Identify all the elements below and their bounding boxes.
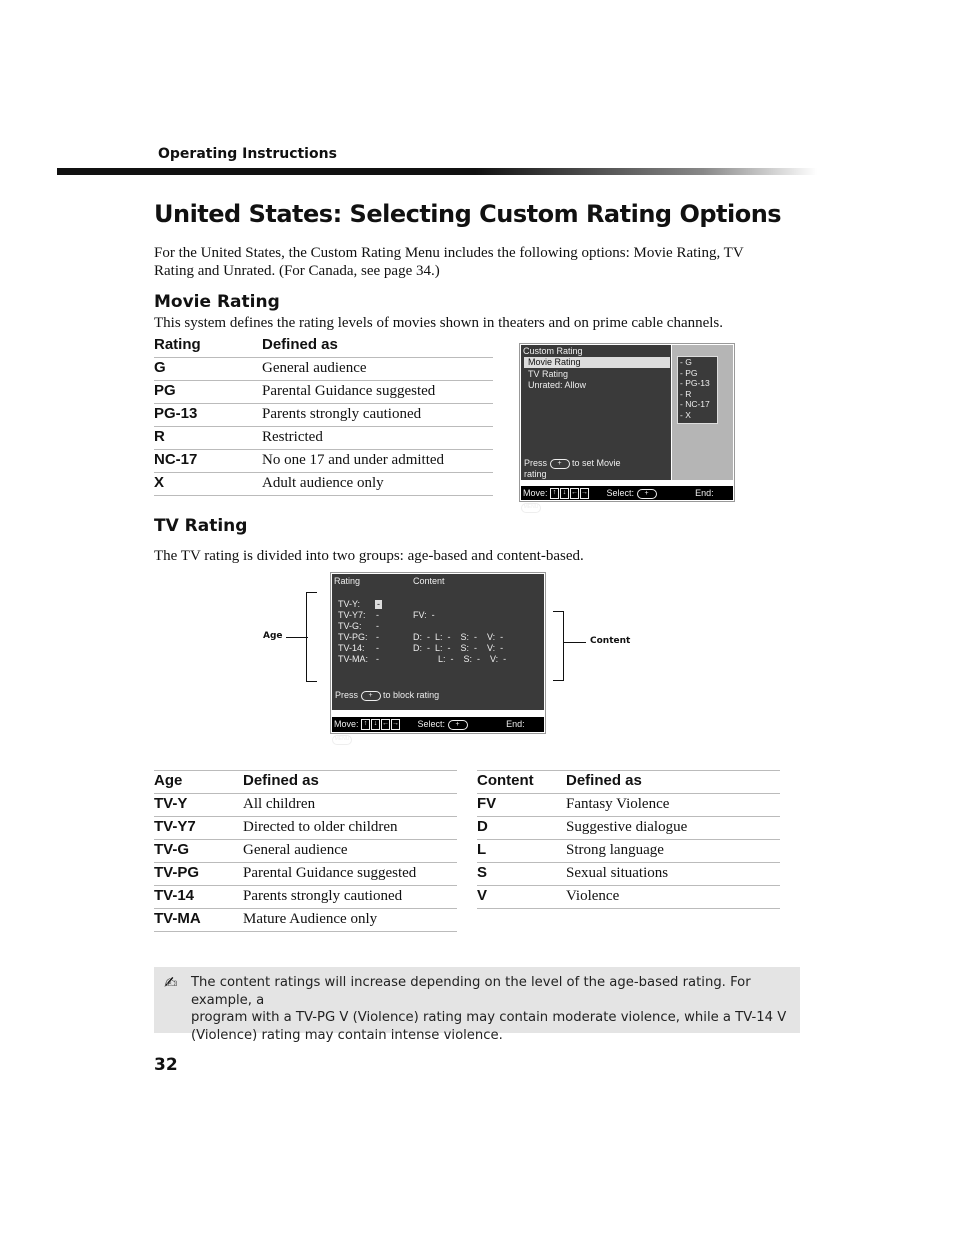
up-arrow-icon: ↑ <box>550 488 559 499</box>
menu-item-unrated[interactable]: Unrated: Allow <box>528 380 587 390</box>
age-code: TV-MA <box>154 909 243 932</box>
rating-code: TV-PG: <box>338 632 368 642</box>
custom-rating-screen <box>519 343 735 510</box>
joystick-button-icon: + <box>361 691 381 701</box>
hint-press: Press <box>524 458 548 468</box>
table-row <box>154 909 457 932</box>
content-rating-table <box>477 770 780 909</box>
down-arrow-icon: ↓ <box>560 488 569 499</box>
intro-line-1: For the United States, the Custom Rating Menu includes the following options: Movie Rating, TV <box>154 245 744 261</box>
menu-title: Custom Rating <box>523 346 583 356</box>
running-header: Operating Instructions <box>158 146 337 162</box>
table-row <box>477 886 780 909</box>
pencil-note-icon: ✍ <box>164 973 178 992</box>
age-callout-label: Age <box>263 631 283 641</box>
menu-item-tv-rating[interactable]: TV Rating <box>528 369 569 379</box>
up-arrow-icon: ↑ <box>361 719 370 730</box>
hint-action: to set Movie <box>572 458 621 468</box>
rating-value[interactable]: - <box>376 610 379 620</box>
option-item[interactable]: - G <box>680 357 692 367</box>
note-line: (Violence) rating may contain intense violence. <box>191 1027 503 1043</box>
column-header: Defined as <box>262 335 493 358</box>
column-header: Rating <box>154 335 262 358</box>
tv-rating-screen <box>330 572 546 742</box>
rating-code: TV-Y7: <box>338 610 366 620</box>
age-callout-line <box>286 637 308 638</box>
right-arrow-icon: → <box>580 488 589 499</box>
column-header: Content <box>477 771 566 794</box>
age-code: TV-Y7 <box>154 817 243 840</box>
column-header: Age <box>154 771 243 794</box>
table-header-row <box>154 771 457 794</box>
rating-definition: Adult audience only <box>262 473 493 496</box>
tv-screen-hint <box>335 690 439 701</box>
note-line: program with a TV-PG V (Violence) rating may contain moderate violence, while a TV-14 V <box>191 1010 787 1025</box>
column-header: Defined as <box>566 771 780 794</box>
option-side-panel <box>672 345 733 480</box>
option-item[interactable]: - PG <box>680 367 698 378</box>
tv-rating-row[interactable] <box>338 599 538 610</box>
option-item[interactable]: - X <box>680 409 691 420</box>
content-code: V <box>477 886 566 909</box>
age-definition: General audience <box>243 840 457 863</box>
menu-hint <box>524 458 621 479</box>
rating-definition: General audience <box>262 358 493 381</box>
page-number: 32 <box>154 1055 178 1075</box>
rating-code: G <box>154 358 262 381</box>
age-code: TV-14 <box>154 886 243 909</box>
menu-item-movie-rating[interactable] <box>524 357 670 368</box>
column-header: Defined as <box>243 771 457 794</box>
joystick-button-icon: + <box>448 720 468 730</box>
menu-item-label: Movie Rating <box>528 357 581 367</box>
content-code: S <box>477 863 566 886</box>
option-item[interactable]: - PG-13 <box>680 378 710 389</box>
tv-rating-row[interactable] <box>338 610 538 621</box>
intro-paragraph <box>154 244 804 280</box>
hint-press: Press <box>335 690 359 700</box>
table-row <box>154 427 493 450</box>
age-definition: Parents strongly cautioned <box>243 886 457 909</box>
age-definition: Mature Audience only <box>243 909 457 932</box>
screen-footer-bar <box>332 717 544 742</box>
content-values[interactable]: FV: - <box>413 610 435 620</box>
table-header-row <box>154 335 493 358</box>
down-arrow-icon: ↓ <box>371 719 380 730</box>
content-code: D <box>477 817 566 840</box>
age-definition: Directed to older children <box>243 817 457 840</box>
footer-select-label: Select: <box>417 719 446 729</box>
tv-rating-heading: TV Rating <box>154 516 248 536</box>
rating-code: TV-Y: <box>338 599 361 609</box>
table-row <box>154 358 493 381</box>
hint-action: to block rating <box>383 690 440 700</box>
rating-column-header: Rating <box>334 576 361 586</box>
age-code: TV-G <box>154 840 243 863</box>
table-row <box>154 840 457 863</box>
table-row <box>154 886 457 909</box>
footer-end-label: End: <box>506 719 525 729</box>
rating-code: TV-G: <box>338 621 362 631</box>
content-definition: Strong language <box>566 840 780 863</box>
footer-end-label: End: <box>695 488 714 498</box>
content-column-header: Content <box>413 576 445 586</box>
content-callout-label: Content <box>590 636 631 646</box>
table-row <box>154 817 457 840</box>
rating-code: TV-14: <box>338 643 365 653</box>
rating-code: X <box>154 473 262 496</box>
age-code: TV-Y <box>154 794 243 817</box>
table-row <box>477 840 780 863</box>
menu-button-icon: MENU <box>521 503 541 513</box>
rating-value[interactable]: - <box>376 632 379 642</box>
movie-rating-table <box>154 335 493 496</box>
menu-button-icon: MENU <box>332 735 352 745</box>
age-bracket <box>306 592 317 682</box>
rating-code: NC-17 <box>154 450 262 473</box>
page-title: United States: Selecting Custom Rating Options <box>154 200 782 228</box>
content-definition: Sexual situations <box>566 863 780 886</box>
rating-value[interactable]: - <box>376 654 379 664</box>
footer-move-label: Move: <box>523 488 548 498</box>
option-item[interactable]: - R <box>680 388 692 399</box>
menu-panel <box>521 345 671 480</box>
rating-code: TV-MA: <box>338 654 369 664</box>
table-row <box>154 473 493 496</box>
tv-rating-row[interactable] <box>338 654 538 665</box>
rating-code: R <box>154 427 262 450</box>
rating-code: PG <box>154 381 262 404</box>
rating-definition: Restricted <box>262 427 493 450</box>
footer-select-label: Select: <box>606 488 635 498</box>
note-box <box>154 967 800 1043</box>
table-row <box>154 404 493 427</box>
rating-value-selected[interactable]: - <box>377 599 380 609</box>
content-definition: Suggestive dialogue <box>566 817 780 840</box>
table-row <box>477 863 780 886</box>
tv-rating-description: The TV rating is divided into two groups: age-based and content-based. <box>154 548 584 564</box>
content-bracket <box>553 611 564 681</box>
table-row <box>154 863 457 886</box>
option-item[interactable]: - NC-17 <box>680 399 710 410</box>
note-text <box>191 974 796 1044</box>
content-values[interactable]: D: - L: - S: - V: - <box>413 643 504 653</box>
tv-rating-panel <box>332 574 544 710</box>
content-values[interactable]: D: - L: - S: - V: - <box>413 632 504 642</box>
age-definition: Parental Guidance suggested <box>243 863 457 886</box>
tv-rating-row[interactable] <box>338 643 538 654</box>
content-values[interactable]: L: - S: - V: - <box>413 654 507 664</box>
content-callout-line <box>564 642 586 643</box>
footer-move-label: Move: <box>334 719 359 729</box>
age-definition: All children <box>243 794 457 817</box>
age-code: TV-PG <box>154 863 243 886</box>
table-row <box>477 817 780 840</box>
table-header-row <box>477 771 780 794</box>
left-arrow-icon: ← <box>381 719 390 730</box>
joystick-button-icon: + <box>550 459 570 469</box>
content-code: L <box>477 840 566 863</box>
table-row <box>154 450 493 473</box>
content-code: FV <box>477 794 566 817</box>
movie-rating-heading: Movie Rating <box>154 292 280 312</box>
rating-definition: Parents strongly cautioned <box>262 404 493 427</box>
hint-action-2: rating <box>524 468 547 479</box>
screen-footer-bar <box>521 486 733 510</box>
content-definition: Fantasy Violence <box>566 794 780 817</box>
rating-value[interactable]: - <box>376 621 379 631</box>
movie-options-list[interactable] <box>677 356 718 424</box>
rating-definition: No one 17 and under admitted <box>262 450 493 473</box>
movie-rating-description: This system defines the rating levels of movies shown in theaters and on prime cable channels. <box>154 315 724 331</box>
table-row <box>154 794 457 817</box>
rating-code: PG-13 <box>154 404 262 427</box>
intro-line-2: Rating and Unrated. (For Canada, see page 34.) <box>154 263 440 279</box>
table-row <box>154 381 493 404</box>
tv-rating-row[interactable] <box>338 621 538 632</box>
tv-rating-row[interactable] <box>338 632 538 643</box>
note-line: The content ratings will increase depending on the level of the age-based rating. For example, a <box>191 975 751 1008</box>
tv-rating-rows <box>338 599 538 665</box>
header-rule <box>57 168 817 175</box>
rating-definition: Parental Guidance suggested <box>262 381 493 404</box>
right-arrow-icon: → <box>391 719 400 730</box>
age-rating-table <box>154 770 457 932</box>
content-definition: Violence <box>566 886 780 909</box>
table-row <box>477 794 780 817</box>
left-arrow-icon: ← <box>570 488 579 499</box>
rating-value[interactable]: - <box>376 643 379 653</box>
joystick-button-icon: + <box>637 489 657 499</box>
